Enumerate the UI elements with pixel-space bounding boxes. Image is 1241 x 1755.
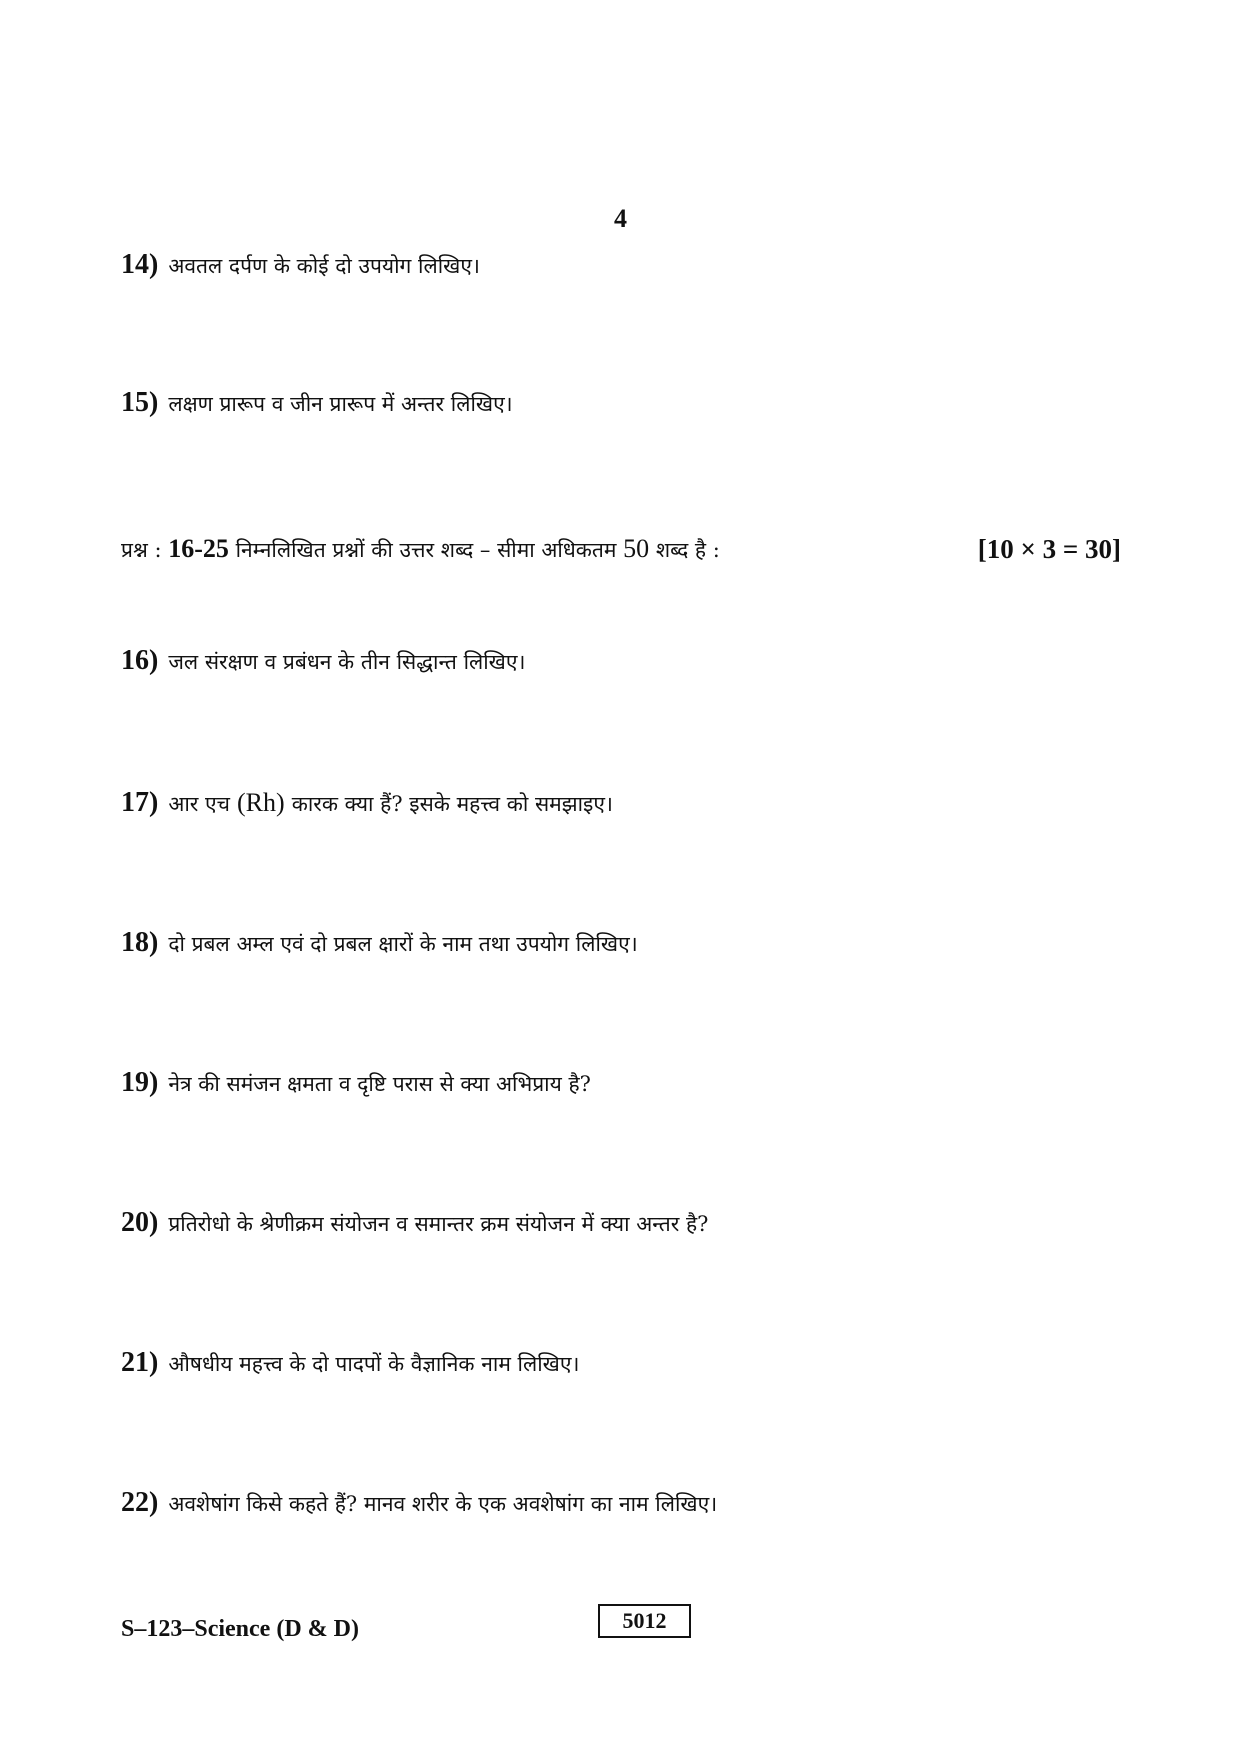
question-number: 14)	[121, 249, 159, 280]
question-14	[121, 248, 1141, 284]
question-text: अवतल दर्पण के कोई दो उपयोग लिखिए।	[168, 254, 480, 278]
footer-page-code-box: 5012	[598, 1604, 691, 1638]
question-text: अवशेषांग किसे कहते हैं? मानव शरीर के एक अवशेषांग का नाम लिखिए।	[168, 1492, 718, 1516]
question-number: 19)	[121, 1067, 159, 1098]
question-text: दो प्रबल अम्ल एवं दो प्रबल क्षारों के नाम तथा उपयोग लिखिए।	[168, 932, 638, 956]
section-text-a: निम्नलिखित प्रश्नों की उत्तर शब्द – सीमा अधिकतम	[235, 538, 617, 562]
question-text: नेत्र की समंजन क्षमता व दृष्टि परास से क्या अभिप्राय है?	[168, 1072, 591, 1096]
question-text-continued: कारक क्या हैं? इसके महत्त्व को समझाइए।	[291, 792, 613, 816]
question-number: 15)	[121, 387, 159, 418]
question-number: 17)	[121, 787, 159, 818]
question-text: औषधीय महत्त्व के दो पादपों के वैज्ञानिक नाम लिखिए।	[168, 1352, 580, 1376]
question-number: 22)	[121, 1487, 159, 1518]
question-number: 21)	[121, 1347, 159, 1378]
section-instructions	[121, 532, 1121, 567]
question-19	[121, 1066, 1141, 1102]
question-latin-term: (Rh)	[237, 788, 285, 817]
question-17	[121, 786, 1141, 822]
question-number: 16)	[121, 645, 159, 676]
section-word-limit: 50	[623, 534, 650, 563]
section-range: 16-25	[168, 534, 229, 563]
page-number: 4	[614, 204, 627, 233]
question-18	[121, 926, 1141, 962]
question-16	[121, 644, 1141, 680]
question-number: 20)	[121, 1207, 159, 1238]
question-22	[121, 1486, 1141, 1522]
question-text: आर एच	[168, 792, 231, 816]
section-marks: [10 × 3 = 30]	[977, 534, 1121, 564]
question-text: जल संरक्षण व प्रबंधन के तीन सिद्धान्त लिखिए।	[168, 650, 526, 674]
question-number: 18)	[121, 927, 159, 958]
question-text: लक्षण प्रारूप व जीन प्रारूप में अन्तर लिखिए।	[168, 392, 513, 416]
footer-paper-code: S–123–Science (D & D)	[121, 1616, 359, 1642]
section-text-b: शब्द है :	[655, 538, 720, 562]
section-prefix: प्रश्न :	[121, 538, 162, 562]
question-20	[121, 1206, 1141, 1242]
question-15	[121, 386, 1141, 422]
question-21	[121, 1346, 1141, 1382]
question-text: प्रतिरोधो के श्रेणीक्रम संयोजन व समान्तर क्रम संयोजन में क्या अन्तर है?	[168, 1212, 709, 1236]
